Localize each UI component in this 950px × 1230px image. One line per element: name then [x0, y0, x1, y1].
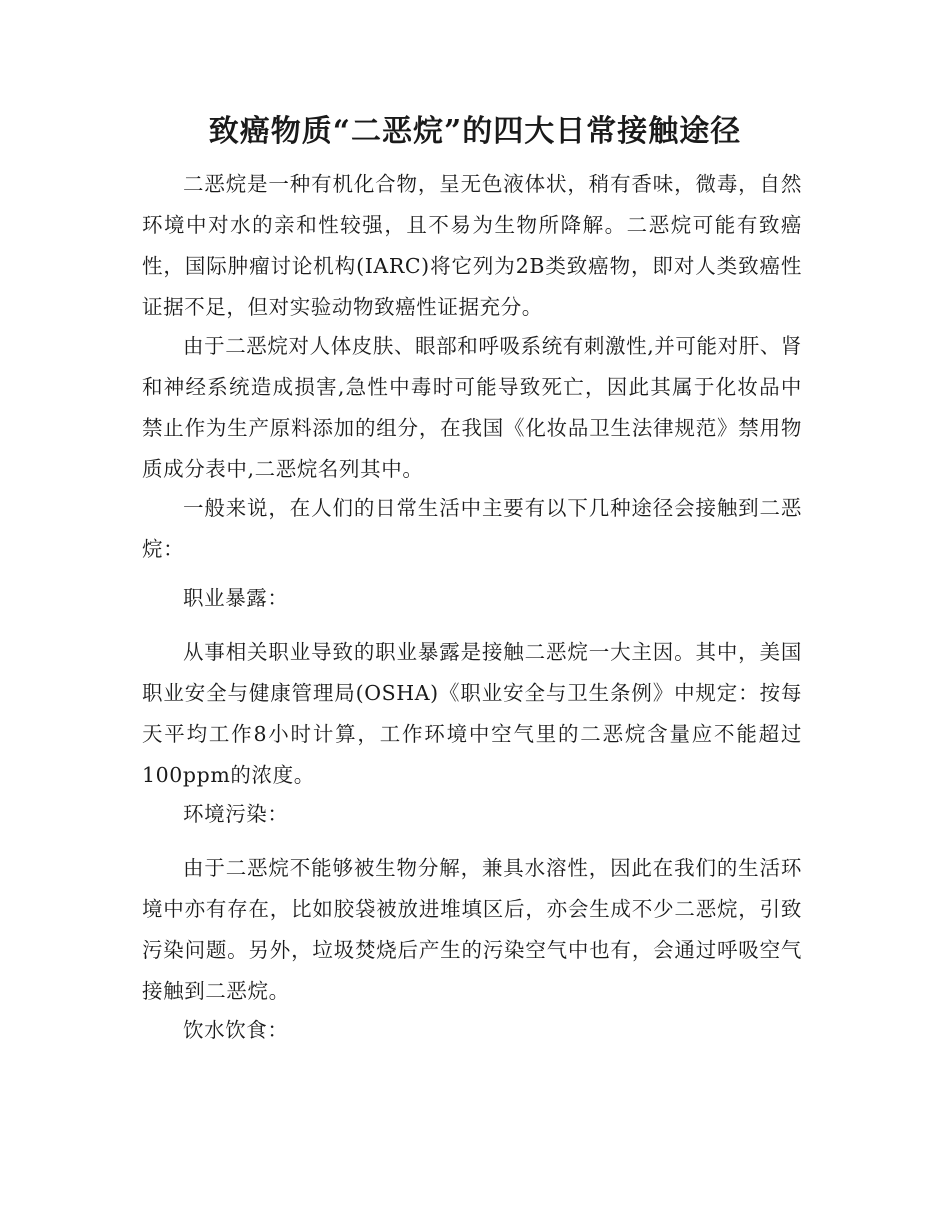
- section-heading-occupational: 职业暴露：: [183, 586, 289, 610]
- section-heading-environment: 环境污染：: [183, 802, 289, 826]
- exposure-intro-paragraph: 一般来说，在人们的日常生活中主要有以下几种途径会接触到二恶烷：: [142, 496, 802, 561]
- occupational-paragraph: 从事相关职业导致的职业暴露是接触二恶烷一大主因。其中，美国职业安全与健康管理局(OSHA)《职业安全与卫生条例》中规定：按每天平均工作8小时计算，工作环境中空气里的二恶烷含量应不能超过100ppm的浓度。: [142, 640, 802, 787]
- document-title: 致癌物质“二恶烷”的四大日常接触途径: [208, 114, 742, 149]
- intro-paragraph: 二恶烷是一种有机化合物，呈无色液体状，稍有香味，微毒，自然环境中对水的亲和性较强，且不易为生物所降解。二恶烷可能有致癌性，国际肿瘤讨论机构(IARC)将它列为2B类致癌物，即对人类致癌性证据不足，但对实验动物致癌性证据充分。: [142, 172, 802, 319]
- hazard-paragraph: 由于二恶烷对人体皮肤、眼部和呼吸系统有刺激性,并可能对肝、肾和神经系统造成损害,急性中毒时可能导致死亡，因此其属于化妆品中禁止作为生产原料添加的组分，在我国《化妆品卫生法律规范》禁用物质成分表中,二恶烷名列其中。: [142, 334, 803, 481]
- section-heading-food-water: 饮水饮食：: [183, 1018, 289, 1042]
- environment-paragraph: 由于二恶烷不能够被生物分解，兼具水溶性，因此在我们的生活环境中亦有存在，比如胶袋被放进堆填区后，亦会生成不少二恶烷，引致污染问题。另外，垃圾焚烧后产生的污染空气中也有，会通过呼吸空气接触到二恶烷。: [142, 856, 802, 1003]
